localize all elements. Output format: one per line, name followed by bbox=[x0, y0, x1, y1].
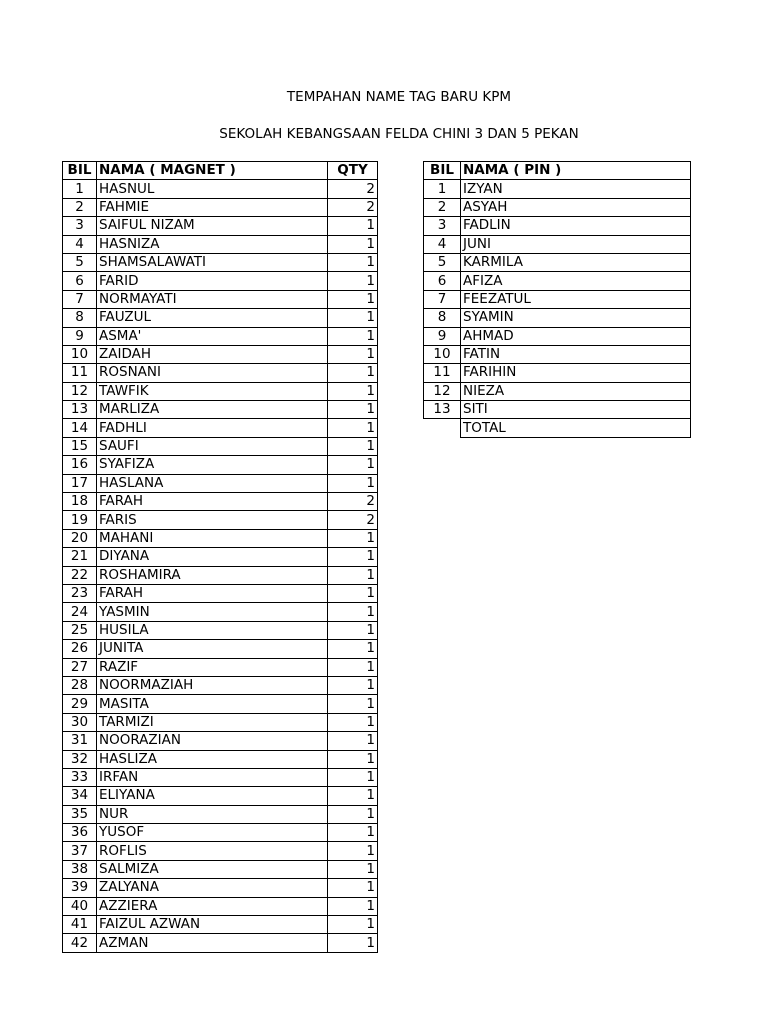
table-row bbox=[63, 879, 378, 897]
magnet-table bbox=[62, 161, 378, 953]
magnet-header-nama: NAMA ( MAGNET ) bbox=[97, 162, 328, 180]
magnet-cell-bil: 21 bbox=[63, 548, 97, 566]
table-row bbox=[63, 327, 378, 345]
magnet-cell-nama: AZMAN bbox=[97, 934, 328, 952]
magnet-cell-qty: 1 bbox=[328, 290, 378, 308]
table-row bbox=[63, 235, 378, 253]
magnet-cell-qty: 1 bbox=[328, 456, 378, 474]
magnet-cell-bil: 39 bbox=[63, 879, 97, 897]
pin-cell-nama: AFIZA bbox=[461, 272, 691, 290]
magnet-cell-qty: 1 bbox=[328, 548, 378, 566]
magnet-cell-nama: JUNITA bbox=[97, 640, 328, 658]
table-row bbox=[63, 364, 378, 382]
magnet-cell-nama: SAUFI bbox=[97, 437, 328, 455]
table-row bbox=[63, 437, 378, 455]
table-row bbox=[63, 401, 378, 419]
magnet-cell-bil: 15 bbox=[63, 437, 97, 455]
pin-cell-nama: AHMAD bbox=[461, 327, 691, 345]
pin-cell-bil: 3 bbox=[424, 217, 461, 235]
magnet-cell-qty: 1 bbox=[328, 382, 378, 400]
document-title: TEMPAHAN NAME TAG BARU KPM bbox=[286, 89, 512, 105]
magnet-cell-qty: 1 bbox=[328, 934, 378, 952]
magnet-cell-bil: 31 bbox=[63, 732, 97, 750]
pin-cell-bil: 4 bbox=[424, 235, 461, 253]
magnet-cell-qty: 1 bbox=[328, 860, 378, 878]
magnet-cell-qty: 1 bbox=[328, 879, 378, 897]
magnet-cell-qty: 1 bbox=[328, 327, 378, 345]
magnet-cell-bil: 17 bbox=[63, 474, 97, 492]
table-row bbox=[63, 713, 378, 731]
magnet-cell-qty: 1 bbox=[328, 824, 378, 842]
magnet-cell-qty: 1 bbox=[328, 750, 378, 768]
table-row bbox=[63, 272, 378, 290]
magnet-cell-nama: FADHLI bbox=[97, 419, 328, 437]
magnet-cell-qty: 1 bbox=[328, 309, 378, 327]
magnet-cell-bil: 23 bbox=[63, 584, 97, 602]
magnet-cell-bil: 20 bbox=[63, 529, 97, 547]
table-row bbox=[63, 768, 378, 786]
table-row bbox=[424, 364, 691, 382]
table-row bbox=[424, 327, 691, 345]
magnet-cell-nama: MARLIZA bbox=[97, 401, 328, 419]
magnet-cell-bil: 37 bbox=[63, 842, 97, 860]
magnet-cell-bil: 34 bbox=[63, 787, 97, 805]
magnet-cell-nama: AZZIERA bbox=[97, 897, 328, 915]
pin-cell-nama: NIEZA bbox=[461, 382, 691, 400]
magnet-cell-bil: 38 bbox=[63, 860, 97, 878]
magnet-cell-nama: FAUZUL bbox=[97, 309, 328, 327]
table-row bbox=[424, 217, 691, 235]
table-row bbox=[424, 309, 691, 327]
magnet-cell-qty: 2 bbox=[328, 180, 378, 198]
magnet-cell-qty: 1 bbox=[328, 419, 378, 437]
table-row bbox=[63, 603, 378, 621]
pin-cell-nama: SYAMIN bbox=[461, 309, 691, 327]
magnet-cell-bil: 41 bbox=[63, 916, 97, 934]
pin-cell-bil: 2 bbox=[424, 198, 461, 216]
magnet-cell-qty: 1 bbox=[328, 529, 378, 547]
magnet-cell-bil: 19 bbox=[63, 511, 97, 529]
magnet-cell-bil: 14 bbox=[63, 419, 97, 437]
magnet-cell-nama: NOORAZIAN bbox=[97, 732, 328, 750]
table-row bbox=[63, 860, 378, 878]
magnet-cell-bil: 27 bbox=[63, 658, 97, 676]
pin-total-row bbox=[424, 419, 691, 437]
magnet-cell-nama: SYAFIZA bbox=[97, 456, 328, 474]
pin-cell-bil: 1 bbox=[424, 180, 461, 198]
magnet-cell-nama: HASLIZA bbox=[97, 750, 328, 768]
pin-cell-nama: KARMILA bbox=[461, 253, 691, 271]
magnet-cell-nama: RAZIF bbox=[97, 658, 328, 676]
table-row bbox=[63, 511, 378, 529]
table-row bbox=[63, 345, 378, 363]
pin-cell-nama: IZYAN bbox=[461, 180, 691, 198]
magnet-cell-bil: 18 bbox=[63, 493, 97, 511]
magnet-cell-nama: FARAH bbox=[97, 584, 328, 602]
magnet-cell-bil: 4 bbox=[63, 235, 97, 253]
magnet-cell-nama: FAIZUL AZWAN bbox=[97, 916, 328, 934]
table-row bbox=[63, 695, 378, 713]
table-row bbox=[63, 548, 378, 566]
magnet-cell-bil: 29 bbox=[63, 695, 97, 713]
magnet-cell-qty: 1 bbox=[328, 584, 378, 602]
magnet-header-bil: BIL bbox=[63, 162, 97, 180]
magnet-cell-bil: 36 bbox=[63, 824, 97, 842]
magnet-cell-nama: SAIFUL NIZAM bbox=[97, 217, 328, 235]
pin-cell-nama: JUNI bbox=[461, 235, 691, 253]
table-row bbox=[63, 456, 378, 474]
magnet-cell-nama: ASMA' bbox=[97, 327, 328, 345]
magnet-cell-nama: FARID bbox=[97, 272, 328, 290]
table-row bbox=[63, 750, 378, 768]
pin-total-blank bbox=[424, 419, 461, 437]
magnet-cell-nama: HUSILA bbox=[97, 621, 328, 639]
magnet-cell-qty: 1 bbox=[328, 401, 378, 419]
magnet-cell-bil: 16 bbox=[63, 456, 97, 474]
magnet-cell-nama: ROSNANI bbox=[97, 364, 328, 382]
pin-cell-bil: 11 bbox=[424, 364, 461, 382]
magnet-cell-bil: 10 bbox=[63, 345, 97, 363]
magnet-cell-qty: 2 bbox=[328, 493, 378, 511]
pin-cell-bil: 5 bbox=[424, 253, 461, 271]
table-row bbox=[63, 934, 378, 952]
magnet-cell-nama: ZAIDAH bbox=[97, 345, 328, 363]
document-subtitle: SEKOLAH KEBANGSAAN FELDA CHINI 3 DAN 5 PEKAN bbox=[219, 126, 579, 142]
table-row bbox=[424, 272, 691, 290]
magnet-cell-nama: MASITA bbox=[97, 695, 328, 713]
magnet-cell-bil: 35 bbox=[63, 805, 97, 823]
table-row bbox=[63, 309, 378, 327]
magnet-cell-nama: YUSOF bbox=[97, 824, 328, 842]
table-row bbox=[63, 842, 378, 860]
table-row bbox=[63, 217, 378, 235]
magnet-cell-nama: FARIS bbox=[97, 511, 328, 529]
table-row bbox=[63, 253, 378, 271]
table-row bbox=[424, 180, 691, 198]
pin-header-bil: BIL bbox=[424, 162, 461, 180]
magnet-cell-qty: 1 bbox=[328, 768, 378, 786]
magnet-cell-nama: NORMAYATI bbox=[97, 290, 328, 308]
magnet-cell-qty: 1 bbox=[328, 217, 378, 235]
magnet-cell-qty: 1 bbox=[328, 897, 378, 915]
pin-cell-bil: 12 bbox=[424, 382, 461, 400]
table-row bbox=[63, 474, 378, 492]
magnet-cell-qty: 1 bbox=[328, 787, 378, 805]
magnet-cell-qty: 1 bbox=[328, 474, 378, 492]
magnet-cell-bil: 40 bbox=[63, 897, 97, 915]
magnet-cell-bil: 32 bbox=[63, 750, 97, 768]
magnet-cell-nama: ROFLIS bbox=[97, 842, 328, 860]
table-row bbox=[424, 235, 691, 253]
table-row bbox=[63, 584, 378, 602]
pin-header-nama: NAMA ( PIN ) bbox=[461, 162, 691, 180]
table-row bbox=[63, 529, 378, 547]
table-row bbox=[63, 805, 378, 823]
table-row bbox=[424, 382, 691, 400]
magnet-cell-nama: SALMIZA bbox=[97, 860, 328, 878]
magnet-cell-bil: 33 bbox=[63, 768, 97, 786]
magnet-cell-qty: 1 bbox=[328, 566, 378, 584]
magnet-cell-nama: HASLANA bbox=[97, 474, 328, 492]
table-row bbox=[63, 824, 378, 842]
magnet-cell-bil: 13 bbox=[63, 401, 97, 419]
magnet-cell-bil: 28 bbox=[63, 676, 97, 694]
magnet-cell-qty: 2 bbox=[328, 511, 378, 529]
pin-cell-nama: ASYAH bbox=[461, 198, 691, 216]
magnet-cell-bil: 8 bbox=[63, 309, 97, 327]
table-row bbox=[424, 198, 691, 216]
table-row bbox=[63, 566, 378, 584]
magnet-cell-bil: 6 bbox=[63, 272, 97, 290]
magnet-cell-qty: 1 bbox=[328, 713, 378, 731]
pin-cell-bil: 8 bbox=[424, 309, 461, 327]
magnet-cell-nama: TAWFIK bbox=[97, 382, 328, 400]
magnet-cell-nama: NUR bbox=[97, 805, 328, 823]
table-row bbox=[424, 290, 691, 308]
table-row bbox=[424, 345, 691, 363]
magnet-cell-nama: FARAH bbox=[97, 493, 328, 511]
magnet-cell-bil: 5 bbox=[63, 253, 97, 271]
table-row bbox=[424, 401, 691, 419]
table-row bbox=[63, 290, 378, 308]
table-row bbox=[63, 198, 378, 216]
magnet-cell-nama: TARMIZI bbox=[97, 713, 328, 731]
magnet-cell-qty: 1 bbox=[328, 842, 378, 860]
magnet-cell-bil: 9 bbox=[63, 327, 97, 345]
magnet-cell-qty: 1 bbox=[328, 695, 378, 713]
magnet-cell-nama: DIYANA bbox=[97, 548, 328, 566]
magnet-cell-qty: 1 bbox=[328, 621, 378, 639]
magnet-cell-qty: 1 bbox=[328, 732, 378, 750]
magnet-cell-qty: 1 bbox=[328, 253, 378, 271]
magnet-cell-nama: MAHANI bbox=[97, 529, 328, 547]
magnet-cell-bil: 12 bbox=[63, 382, 97, 400]
magnet-cell-bil: 42 bbox=[63, 934, 97, 952]
pin-cell-nama: SITI bbox=[461, 401, 691, 419]
table-row bbox=[424, 253, 691, 271]
pin-table bbox=[423, 161, 691, 438]
magnet-cell-bil: 11 bbox=[63, 364, 97, 382]
magnet-cell-nama: IRFAN bbox=[97, 768, 328, 786]
magnet-cell-nama: ROSHAMIRA bbox=[97, 566, 328, 584]
magnet-cell-nama: NOORMAZIAH bbox=[97, 676, 328, 694]
magnet-cell-qty: 1 bbox=[328, 272, 378, 290]
magnet-cell-bil: 2 bbox=[63, 198, 97, 216]
magnet-cell-qty: 1 bbox=[328, 676, 378, 694]
table-row bbox=[63, 382, 378, 400]
table-row bbox=[63, 787, 378, 805]
pin-total-label: TOTAL bbox=[461, 419, 691, 437]
magnet-cell-qty: 1 bbox=[328, 345, 378, 363]
table-row bbox=[63, 916, 378, 934]
magnet-header-row bbox=[63, 162, 378, 180]
magnet-cell-qty: 1 bbox=[328, 916, 378, 934]
magnet-cell-nama: ELIYANA bbox=[97, 787, 328, 805]
pin-cell-nama: FEEZATUL bbox=[461, 290, 691, 308]
table-row bbox=[63, 640, 378, 658]
magnet-cell-qty: 1 bbox=[328, 658, 378, 676]
pin-cell-bil: 6 bbox=[424, 272, 461, 290]
pin-cell-bil: 13 bbox=[424, 401, 461, 419]
table-row bbox=[63, 419, 378, 437]
magnet-cell-bil: 25 bbox=[63, 621, 97, 639]
magnet-cell-nama: HASNIZA bbox=[97, 235, 328, 253]
table-row bbox=[63, 180, 378, 198]
table-row bbox=[63, 658, 378, 676]
magnet-cell-qty: 1 bbox=[328, 437, 378, 455]
table-row bbox=[63, 732, 378, 750]
magnet-cell-nama: YASMIN bbox=[97, 603, 328, 621]
magnet-cell-nama: HASNUL bbox=[97, 180, 328, 198]
magnet-cell-bil: 3 bbox=[63, 217, 97, 235]
magnet-cell-bil: 7 bbox=[63, 290, 97, 308]
table-row bbox=[63, 493, 378, 511]
magnet-cell-nama: SHAMSALAWATI bbox=[97, 253, 328, 271]
magnet-cell-qty: 1 bbox=[328, 603, 378, 621]
magnet-cell-bil: 1 bbox=[63, 180, 97, 198]
magnet-cell-bil: 26 bbox=[63, 640, 97, 658]
pin-header-row bbox=[424, 162, 691, 180]
magnet-cell-bil: 22 bbox=[63, 566, 97, 584]
magnet-cell-qty: 1 bbox=[328, 805, 378, 823]
magnet-cell-qty: 1 bbox=[328, 640, 378, 658]
table-row bbox=[63, 897, 378, 915]
magnet-cell-qty: 1 bbox=[328, 364, 378, 382]
magnet-cell-bil: 24 bbox=[63, 603, 97, 621]
magnet-cell-nama: FAHMIE bbox=[97, 198, 328, 216]
magnet-cell-bil: 30 bbox=[63, 713, 97, 731]
pin-cell-nama: FADLIN bbox=[461, 217, 691, 235]
pin-cell-bil: 9 bbox=[424, 327, 461, 345]
magnet-cell-qty: 1 bbox=[328, 235, 378, 253]
pin-cell-bil: 7 bbox=[424, 290, 461, 308]
pin-cell-bil: 10 bbox=[424, 345, 461, 363]
table-row bbox=[63, 621, 378, 639]
table-row bbox=[63, 676, 378, 694]
magnet-cell-nama: ZALYANA bbox=[97, 879, 328, 897]
pin-cell-nama: FATIN bbox=[461, 345, 691, 363]
pin-cell-nama: FARIHIN bbox=[461, 364, 691, 382]
magnet-cell-qty: 2 bbox=[328, 198, 378, 216]
magnet-header-qty: QTY bbox=[328, 162, 378, 180]
